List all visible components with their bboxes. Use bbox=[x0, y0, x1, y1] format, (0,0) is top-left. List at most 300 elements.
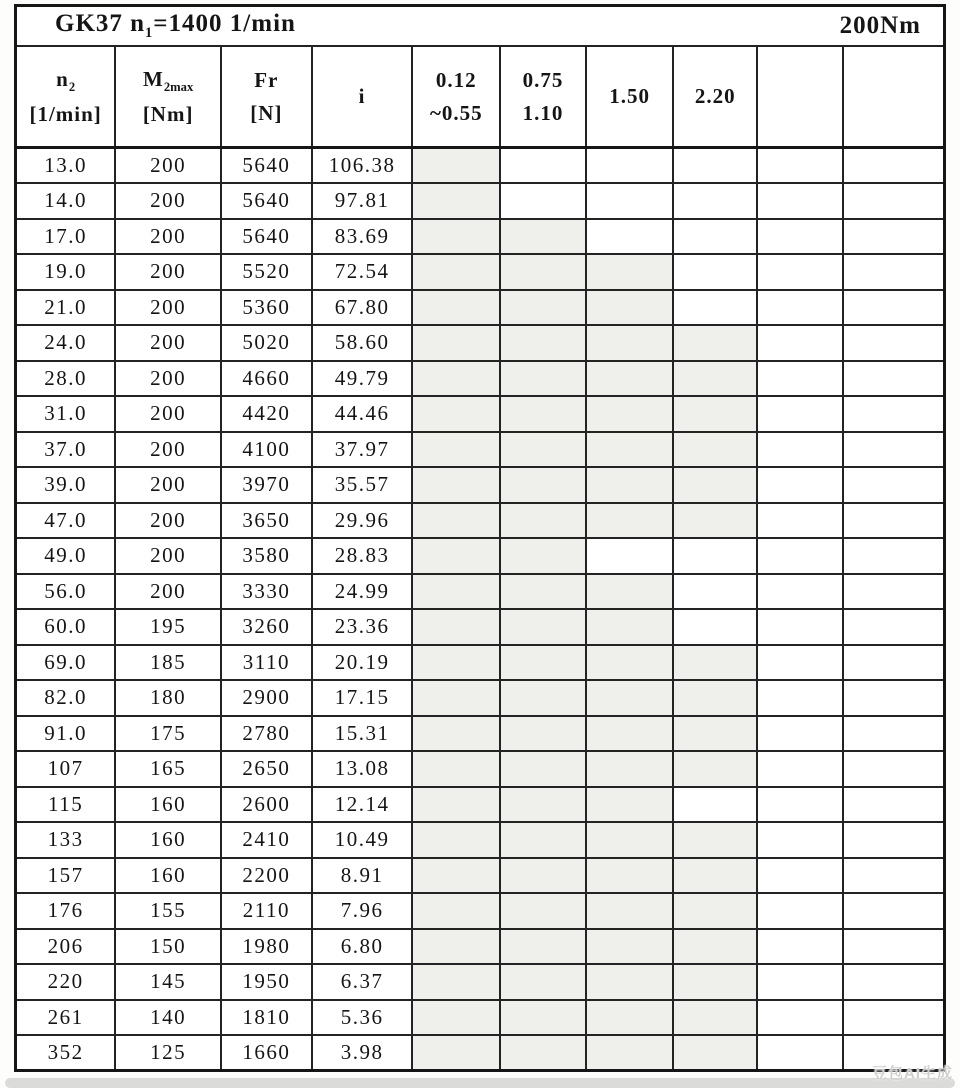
cell-fr: 2900 bbox=[221, 680, 312, 716]
cell-power-5 bbox=[757, 574, 843, 610]
cell-power-5 bbox=[757, 254, 843, 290]
cell-fr: 3330 bbox=[221, 574, 312, 610]
header-ratio-i: i bbox=[312, 46, 413, 148]
cell-i: 44.46 bbox=[312, 396, 413, 432]
cell-power-3 bbox=[586, 290, 674, 326]
table-row bbox=[16, 787, 945, 823]
cell-power-2 bbox=[500, 538, 586, 574]
cell-power-6 bbox=[843, 290, 945, 326]
cell-power-6 bbox=[843, 254, 945, 290]
cell-m2max: 155 bbox=[115, 893, 221, 929]
table-row bbox=[16, 183, 945, 219]
cell-fr: 4100 bbox=[221, 432, 312, 468]
table-row bbox=[16, 148, 945, 184]
cell-m2max: 185 bbox=[115, 645, 221, 681]
cell-m2max: 125 bbox=[115, 1035, 221, 1071]
cell-m2max: 160 bbox=[115, 787, 221, 823]
cell-power-1 bbox=[412, 574, 500, 610]
cell-power-2 bbox=[500, 964, 586, 1000]
cell-power-2 bbox=[500, 361, 586, 397]
cell-i: 23.36 bbox=[312, 609, 413, 645]
cell-power-3 bbox=[586, 503, 674, 539]
cell-fr: 3580 bbox=[221, 538, 312, 574]
cell-power-3 bbox=[586, 396, 674, 432]
cell-power-3 bbox=[586, 964, 674, 1000]
cell-fr: 4420 bbox=[221, 396, 312, 432]
cell-power-2 bbox=[500, 432, 586, 468]
cell-power-1 bbox=[412, 396, 500, 432]
cell-power-6 bbox=[843, 148, 945, 184]
table-row bbox=[16, 254, 945, 290]
cell-power-5 bbox=[757, 751, 843, 787]
cell-power-1 bbox=[412, 361, 500, 397]
cell-power-3 bbox=[586, 148, 674, 184]
cell-power-1 bbox=[412, 503, 500, 539]
cell-power-3 bbox=[586, 716, 674, 752]
table-row bbox=[16, 716, 945, 752]
cell-power-3 bbox=[586, 609, 674, 645]
cell-i: 37.97 bbox=[312, 432, 413, 468]
cell-i: 13.08 bbox=[312, 751, 413, 787]
cell-n2: 14.0 bbox=[16, 183, 116, 219]
cell-power-1 bbox=[412, 893, 500, 929]
cell-power-3 bbox=[586, 219, 674, 255]
cell-power-3 bbox=[586, 325, 674, 361]
cell-power-6 bbox=[843, 538, 945, 574]
cell-power-5 bbox=[757, 538, 843, 574]
header-power-col-2: 0.75 1.10 bbox=[500, 46, 586, 148]
cell-power-6 bbox=[843, 893, 945, 929]
cell-n2: 19.0 bbox=[16, 254, 116, 290]
cell-power-1 bbox=[412, 538, 500, 574]
cell-power-5 bbox=[757, 964, 843, 1000]
cell-fr: 5640 bbox=[221, 183, 312, 219]
cell-power-4 bbox=[673, 254, 757, 290]
cell-i: 5.36 bbox=[312, 1000, 413, 1036]
cell-power-4 bbox=[673, 574, 757, 610]
cell-n2: 133 bbox=[16, 822, 116, 858]
cell-fr: 1950 bbox=[221, 964, 312, 1000]
cell-n2: 115 bbox=[16, 787, 116, 823]
watermark-text: 豆包AI生成 bbox=[871, 1065, 953, 1082]
cell-i: 3.98 bbox=[312, 1035, 413, 1071]
cell-power-3 bbox=[586, 751, 674, 787]
cell-power-1 bbox=[412, 432, 500, 468]
cell-fr: 1660 bbox=[221, 1035, 312, 1071]
cell-i: 7.96 bbox=[312, 893, 413, 929]
cell-n2: 91.0 bbox=[16, 716, 116, 752]
cell-n2: 49.0 bbox=[16, 538, 116, 574]
cell-n2: 13.0 bbox=[16, 148, 116, 184]
cell-fr: 3260 bbox=[221, 609, 312, 645]
cell-m2max: 200 bbox=[115, 503, 221, 539]
cell-power-5 bbox=[757, 432, 843, 468]
cell-power-6 bbox=[843, 183, 945, 219]
cell-power-2 bbox=[500, 503, 586, 539]
cell-power-5 bbox=[757, 680, 843, 716]
cell-m2max: 200 bbox=[115, 538, 221, 574]
cell-i: 106.38 bbox=[312, 148, 413, 184]
cell-n2: 107 bbox=[16, 751, 116, 787]
cell-power-4 bbox=[673, 893, 757, 929]
cell-fr: 3650 bbox=[221, 503, 312, 539]
header-power-col-5 bbox=[757, 46, 843, 148]
cell-m2max: 160 bbox=[115, 858, 221, 894]
cell-power-2 bbox=[500, 822, 586, 858]
cell-power-6 bbox=[843, 1035, 945, 1071]
cell-power-1 bbox=[412, 254, 500, 290]
cell-power-5 bbox=[757, 148, 843, 184]
cell-m2max: 200 bbox=[115, 254, 221, 290]
cell-power-4 bbox=[673, 396, 757, 432]
cell-m2max: 200 bbox=[115, 396, 221, 432]
cell-m2max: 195 bbox=[115, 609, 221, 645]
cell-power-4 bbox=[673, 645, 757, 681]
cell-power-6 bbox=[843, 325, 945, 361]
cell-power-6 bbox=[843, 1000, 945, 1036]
cell-power-5 bbox=[757, 609, 843, 645]
cell-power-5 bbox=[757, 503, 843, 539]
cell-n2: 21.0 bbox=[16, 290, 116, 326]
cell-n2: 47.0 bbox=[16, 503, 116, 539]
table-row bbox=[16, 503, 945, 539]
cell-power-1 bbox=[412, 325, 500, 361]
header-power-col-6 bbox=[843, 46, 945, 148]
cell-power-5 bbox=[757, 183, 843, 219]
cell-power-3 bbox=[586, 893, 674, 929]
cell-power-4 bbox=[673, 822, 757, 858]
table-row bbox=[16, 893, 945, 929]
cell-i: 15.31 bbox=[312, 716, 413, 752]
cell-m2max: 200 bbox=[115, 290, 221, 326]
cell-n2: 24.0 bbox=[16, 325, 116, 361]
cell-power-4 bbox=[673, 1035, 757, 1071]
cell-power-2 bbox=[500, 1035, 586, 1071]
cell-m2max: 200 bbox=[115, 219, 221, 255]
cell-power-2 bbox=[500, 219, 586, 255]
cell-power-6 bbox=[843, 929, 945, 965]
cell-power-1 bbox=[412, 1000, 500, 1036]
cell-power-6 bbox=[843, 574, 945, 610]
cell-power-3 bbox=[586, 361, 674, 397]
header-power-col-3: 1.50 bbox=[586, 46, 674, 148]
n1-subscript: 1 bbox=[145, 25, 154, 41]
cell-m2max: 145 bbox=[115, 964, 221, 1000]
table-title: GK37 $n_1=1400$ 1/min bbox=[55, 10, 296, 41]
cell-power-1 bbox=[412, 467, 500, 503]
cell-n2: 37.0 bbox=[16, 432, 116, 468]
cell-m2max: 165 bbox=[115, 751, 221, 787]
cell-n2: 157 bbox=[16, 858, 116, 894]
cell-i: 29.96 bbox=[312, 503, 413, 539]
cell-fr: 2600 bbox=[221, 787, 312, 823]
cell-power-5 bbox=[757, 858, 843, 894]
cell-power-5 bbox=[757, 325, 843, 361]
cell-power-3 bbox=[586, 1035, 674, 1071]
cell-power-3 bbox=[586, 680, 674, 716]
cell-n2: 17.0 bbox=[16, 219, 116, 255]
table-row bbox=[16, 574, 945, 610]
cell-fr: 5520 bbox=[221, 254, 312, 290]
cell-fr: 2200 bbox=[221, 858, 312, 894]
cell-i: 67.80 bbox=[312, 290, 413, 326]
cell-power-3 bbox=[586, 467, 674, 503]
cell-i: 6.37 bbox=[312, 964, 413, 1000]
cell-fr: 2110 bbox=[221, 893, 312, 929]
table-row bbox=[16, 467, 945, 503]
cell-power-4 bbox=[673, 858, 757, 894]
table-row bbox=[16, 361, 945, 397]
cell-power-6 bbox=[843, 432, 945, 468]
cell-power-3 bbox=[586, 432, 674, 468]
cell-power-3 bbox=[586, 787, 674, 823]
cell-i: 49.79 bbox=[312, 361, 413, 397]
cell-i: 72.54 bbox=[312, 254, 413, 290]
cell-power-4 bbox=[673, 290, 757, 326]
cell-power-2 bbox=[500, 183, 586, 219]
cell-m2max: 160 bbox=[115, 822, 221, 858]
cell-power-1 bbox=[412, 609, 500, 645]
cell-power-1 bbox=[412, 964, 500, 1000]
table-row bbox=[16, 822, 945, 858]
cell-power-6 bbox=[843, 645, 945, 681]
cell-power-3 bbox=[586, 822, 674, 858]
cell-power-4 bbox=[673, 787, 757, 823]
cell-n2: 56.0 bbox=[16, 574, 116, 610]
cell-power-3 bbox=[586, 645, 674, 681]
cell-power-2 bbox=[500, 787, 586, 823]
cell-n2: 31.0 bbox=[16, 396, 116, 432]
cell-power-6 bbox=[843, 396, 945, 432]
cell-power-5 bbox=[757, 396, 843, 432]
cell-power-1 bbox=[412, 148, 500, 184]
cell-i: 8.91 bbox=[312, 858, 413, 894]
cell-m2max: 175 bbox=[115, 716, 221, 752]
cell-power-5 bbox=[757, 219, 843, 255]
cell-fr: 5640 bbox=[221, 148, 312, 184]
cell-i: 12.14 bbox=[312, 787, 413, 823]
cell-m2max: 180 bbox=[115, 680, 221, 716]
cell-m2max: 200 bbox=[115, 432, 221, 468]
cell-fr: 5640 bbox=[221, 219, 312, 255]
cell-power-2 bbox=[500, 680, 586, 716]
spec-table-wrap bbox=[14, 4, 946, 1072]
cell-power-5 bbox=[757, 893, 843, 929]
table-row bbox=[16, 929, 945, 965]
table-row bbox=[16, 609, 945, 645]
cell-power-6 bbox=[843, 467, 945, 503]
cell-power-4 bbox=[673, 503, 757, 539]
cell-power-5 bbox=[757, 822, 843, 858]
cell-n2: 28.0 bbox=[16, 361, 116, 397]
cell-power-4 bbox=[673, 609, 757, 645]
page-edge-shadow bbox=[5, 1078, 955, 1088]
table-row bbox=[16, 680, 945, 716]
table-body bbox=[16, 148, 945, 1071]
cell-n2: 352 bbox=[16, 1035, 116, 1071]
cell-power-4 bbox=[673, 432, 757, 468]
cell-n2: 206 bbox=[16, 929, 116, 965]
table-row bbox=[16, 538, 945, 574]
cell-power-6 bbox=[843, 964, 945, 1000]
cell-power-6 bbox=[843, 680, 945, 716]
cell-power-6 bbox=[843, 219, 945, 255]
cell-fr: 5360 bbox=[221, 290, 312, 326]
cell-n2: 69.0 bbox=[16, 645, 116, 681]
cell-power-1 bbox=[412, 716, 500, 752]
cell-fr: 1810 bbox=[221, 1000, 312, 1036]
header-power-col-1: 0.12 ~0.55 bbox=[412, 46, 500, 148]
table-row bbox=[16, 1000, 945, 1036]
cell-i: 6.80 bbox=[312, 929, 413, 965]
cell-i: 83.69 bbox=[312, 219, 413, 255]
cell-power-2 bbox=[500, 858, 586, 894]
cell-power-4 bbox=[673, 219, 757, 255]
cell-n2: 220 bbox=[16, 964, 116, 1000]
cell-power-3 bbox=[586, 254, 674, 290]
cell-i: 97.81 bbox=[312, 183, 413, 219]
column-header-row bbox=[16, 46, 945, 148]
cell-power-6 bbox=[843, 716, 945, 752]
cell-n2: 261 bbox=[16, 1000, 116, 1036]
table-row bbox=[16, 645, 945, 681]
cell-power-5 bbox=[757, 290, 843, 326]
cell-power-4 bbox=[673, 361, 757, 397]
header-fr-unit: [N] bbox=[250, 100, 283, 125]
table-row bbox=[16, 858, 945, 894]
cell-power-2 bbox=[500, 148, 586, 184]
cell-power-1 bbox=[412, 290, 500, 326]
cell-power-2 bbox=[500, 716, 586, 752]
cell-m2max: 200 bbox=[115, 183, 221, 219]
cell-power-2 bbox=[500, 467, 586, 503]
cell-power-2 bbox=[500, 574, 586, 610]
cell-fr: 3110 bbox=[221, 645, 312, 681]
cell-power-1 bbox=[412, 645, 500, 681]
cell-power-4 bbox=[673, 148, 757, 184]
table-row bbox=[16, 964, 945, 1000]
cell-m2max: 200 bbox=[115, 574, 221, 610]
cell-i: 17.15 bbox=[312, 680, 413, 716]
cell-power-1 bbox=[412, 183, 500, 219]
cell-fr: 5020 bbox=[221, 325, 312, 361]
table-row bbox=[16, 325, 945, 361]
cell-power-3 bbox=[586, 929, 674, 965]
cell-power-6 bbox=[843, 751, 945, 787]
cell-power-3 bbox=[586, 183, 674, 219]
table-row bbox=[16, 751, 945, 787]
cell-power-1 bbox=[412, 751, 500, 787]
title-row bbox=[16, 6, 945, 47]
cell-i: 35.57 bbox=[312, 467, 413, 503]
cell-power-1 bbox=[412, 929, 500, 965]
cell-power-5 bbox=[757, 361, 843, 397]
cell-power-1 bbox=[412, 822, 500, 858]
cell-power-5 bbox=[757, 787, 843, 823]
header-fr: Fr [N] bbox=[221, 46, 312, 148]
cell-power-2 bbox=[500, 325, 586, 361]
cell-power-1 bbox=[412, 858, 500, 894]
cell-i: 58.60 bbox=[312, 325, 413, 361]
cell-power-2 bbox=[500, 396, 586, 432]
cell-n2: 60.0 bbox=[16, 609, 116, 645]
cell-i: 24.99 bbox=[312, 574, 413, 610]
cell-fr: 2650 bbox=[221, 751, 312, 787]
cell-power-4 bbox=[673, 716, 757, 752]
cell-power-2 bbox=[500, 254, 586, 290]
cell-power-1 bbox=[412, 1035, 500, 1071]
cell-power-2 bbox=[500, 609, 586, 645]
cell-m2max: 150 bbox=[115, 929, 221, 965]
cell-power-6 bbox=[843, 822, 945, 858]
header-m2max: $M_{2max}$ [Nm] bbox=[115, 46, 221, 148]
cell-power-4 bbox=[673, 751, 757, 787]
cell-power-5 bbox=[757, 645, 843, 681]
header-power-col-4: 2.20 bbox=[673, 46, 757, 148]
torque-rating: 200Nm bbox=[839, 12, 921, 39]
table-row bbox=[16, 1035, 945, 1071]
cell-power-4 bbox=[673, 1000, 757, 1036]
header-n2-unit: [1/min] bbox=[29, 101, 102, 126]
cell-power-2 bbox=[500, 751, 586, 787]
cell-power-4 bbox=[673, 538, 757, 574]
table-row bbox=[16, 219, 945, 255]
cell-power-1 bbox=[412, 219, 500, 255]
cell-power-4 bbox=[673, 467, 757, 503]
cell-n2: 39.0 bbox=[16, 467, 116, 503]
cell-power-6 bbox=[843, 787, 945, 823]
cell-power-6 bbox=[843, 361, 945, 397]
cell-fr: 2780 bbox=[221, 716, 312, 752]
table-row bbox=[16, 396, 945, 432]
cell-power-1 bbox=[412, 680, 500, 716]
header-n2: $n_2$ [1/min] bbox=[16, 46, 116, 148]
cell-power-3 bbox=[586, 858, 674, 894]
cell-power-6 bbox=[843, 609, 945, 645]
cell-power-6 bbox=[843, 503, 945, 539]
cell-power-2 bbox=[500, 929, 586, 965]
cell-power-4 bbox=[673, 183, 757, 219]
cell-fr: 3970 bbox=[221, 467, 312, 503]
cell-power-5 bbox=[757, 1035, 843, 1071]
cell-power-3 bbox=[586, 538, 674, 574]
cell-power-5 bbox=[757, 467, 843, 503]
cell-power-1 bbox=[412, 787, 500, 823]
header-m2max-unit: [Nm] bbox=[142, 101, 194, 126]
cell-i: 10.49 bbox=[312, 822, 413, 858]
cell-power-2 bbox=[500, 893, 586, 929]
cell-power-5 bbox=[757, 1000, 843, 1036]
cell-power-3 bbox=[586, 574, 674, 610]
cell-i: 28.83 bbox=[312, 538, 413, 574]
cell-n2: 82.0 bbox=[16, 680, 116, 716]
cell-power-4 bbox=[673, 964, 757, 1000]
cell-power-4 bbox=[673, 325, 757, 361]
cell-power-4 bbox=[673, 680, 757, 716]
cell-power-4 bbox=[673, 929, 757, 965]
cell-m2max: 200 bbox=[115, 148, 221, 184]
cell-n2: 176 bbox=[16, 893, 116, 929]
cell-power-3 bbox=[586, 1000, 674, 1036]
cell-m2max: 140 bbox=[115, 1000, 221, 1036]
cell-power-5 bbox=[757, 716, 843, 752]
gearmotor-spec-table bbox=[14, 4, 946, 1072]
cell-fr: 1980 bbox=[221, 929, 312, 965]
cell-m2max: 200 bbox=[115, 467, 221, 503]
cell-power-6 bbox=[843, 858, 945, 894]
cell-m2max: 200 bbox=[115, 361, 221, 397]
cell-power-5 bbox=[757, 929, 843, 965]
